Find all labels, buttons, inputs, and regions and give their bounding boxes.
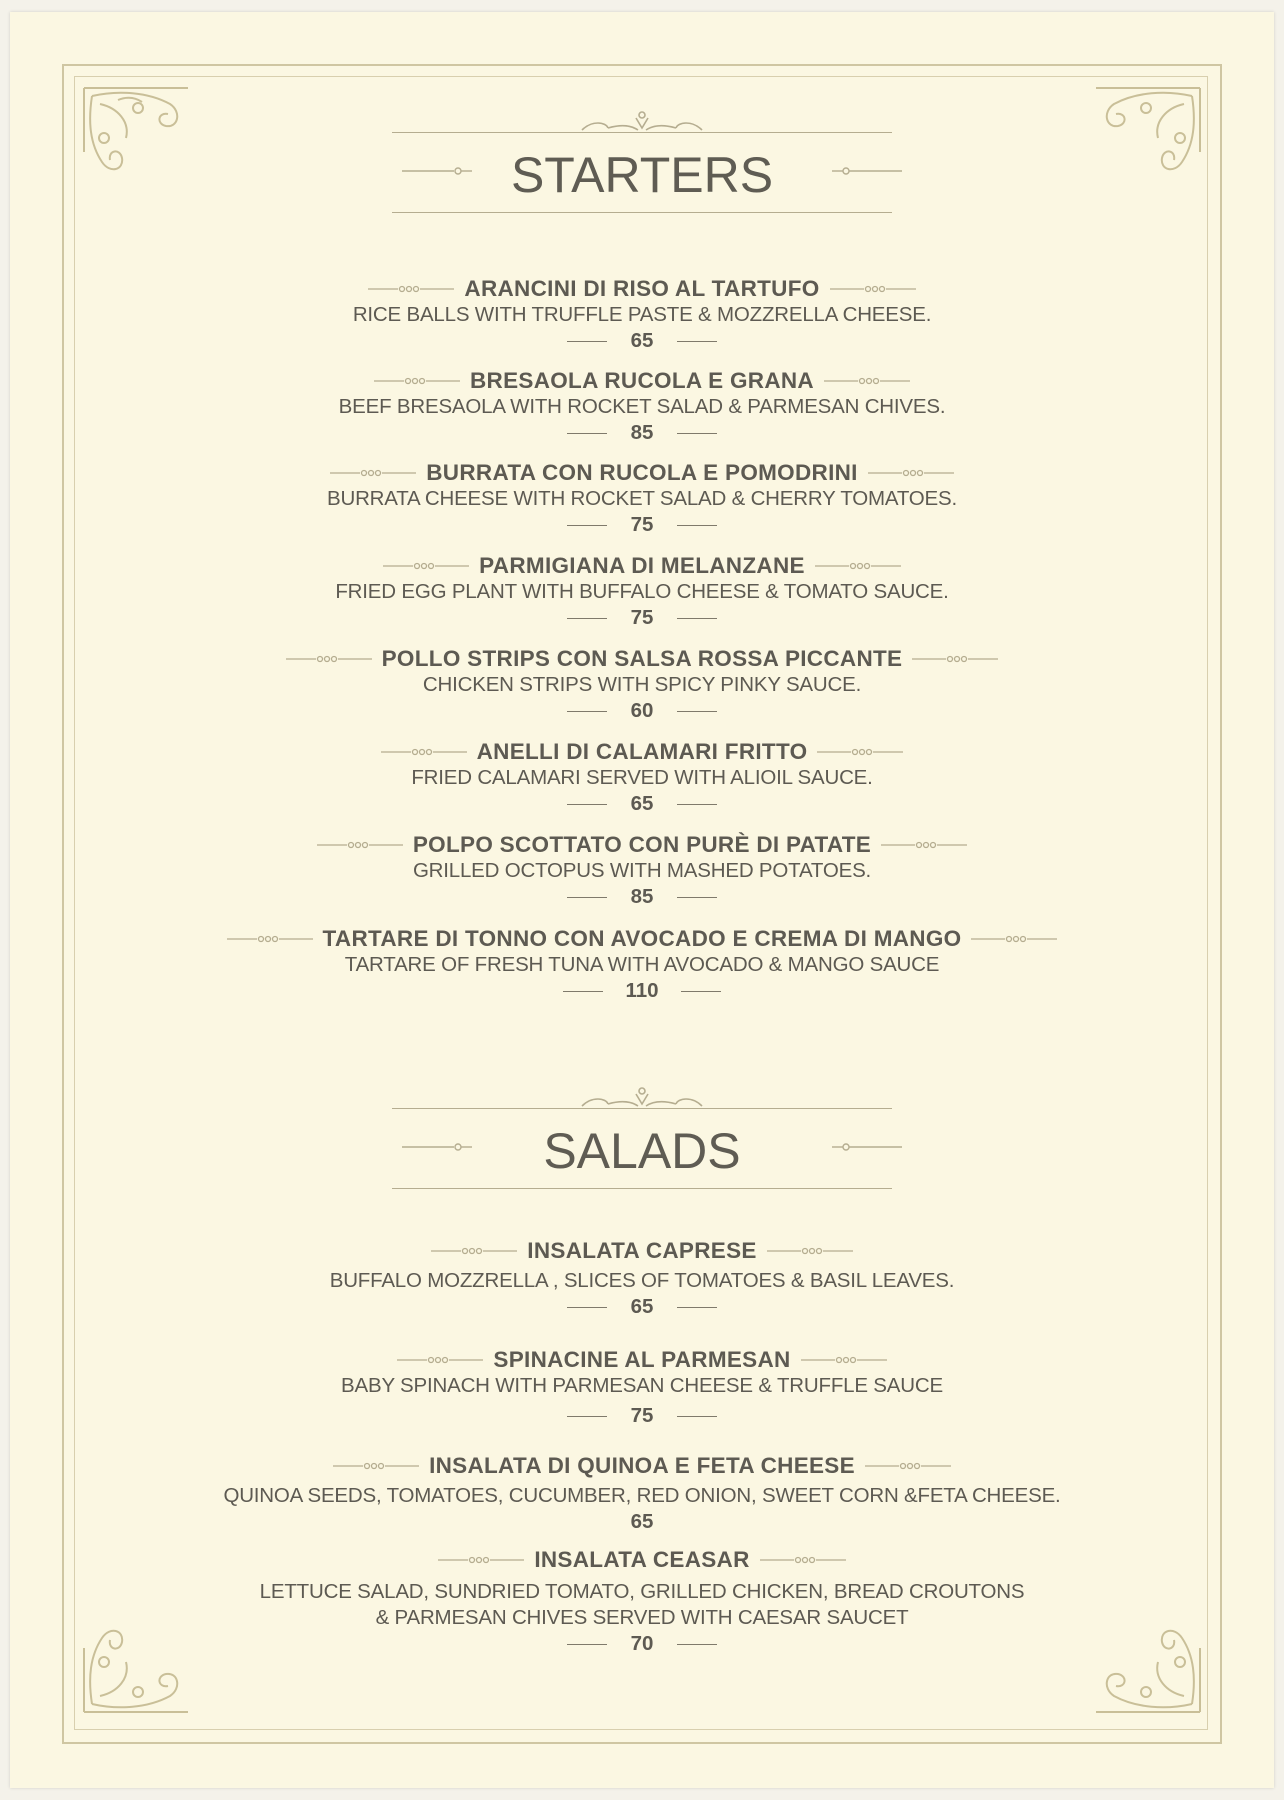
ornament-left-icon bbox=[227, 934, 313, 944]
menu-item bbox=[10, 1238, 1274, 1320]
item-price: 110 bbox=[625, 979, 659, 1002]
header-rule-bottom bbox=[392, 1188, 892, 1189]
ornament-left-icon bbox=[368, 284, 454, 294]
ornament-right-icon bbox=[912, 654, 998, 664]
item-name: SPINACINE AL PARMESAN bbox=[493, 1347, 791, 1372]
item-description: LETTUCE SALAD, SUNDRIED TOMATO, GRILLED CHICKEN, BREAD CROUTONS bbox=[259, 1580, 1025, 1603]
item-description: BUFFALO MOZZRELLA , SLICES OF TOMATOES & BASIL LEAVES. bbox=[329, 1269, 955, 1292]
item-name: ARANCINI DI RISO AL TARTUFO bbox=[464, 276, 820, 301]
item-name: BURRATA CON RUCOLA E POMODRINI bbox=[426, 460, 858, 485]
menu-item bbox=[10, 276, 1274, 354]
ornament-left-icon bbox=[330, 468, 416, 478]
ornament-right-icon bbox=[824, 376, 910, 386]
ornament-left-icon bbox=[374, 376, 460, 386]
section-title: STARTERS bbox=[510, 147, 774, 203]
item-name: INSALATA DI QUINOA E FETA CHEESE bbox=[429, 1453, 855, 1478]
ornament-right-icon bbox=[971, 934, 1057, 944]
item-name: POLPO SCOTTATO CON PURÈ DI PATATE bbox=[412, 832, 872, 857]
ornament-right-icon bbox=[868, 468, 954, 478]
item-description: RICE BALLS WITH TRUFFLE PASTE & MOZZRELLA CHEESE. bbox=[352, 303, 932, 326]
item-price: 75 bbox=[630, 1404, 654, 1427]
item-price: 65 bbox=[630, 1510, 654, 1533]
ornament-right-icon bbox=[760, 1555, 846, 1565]
item-description: QUINOA SEEDS, TOMATOES, CUCUMBER, RED ONION, SWEET CORN &FETA CHEESE. bbox=[223, 1484, 1061, 1507]
ornament-right-icon bbox=[801, 1355, 887, 1365]
item-description: GRILLED OCTOPUS WITH MASHED POTATOES. bbox=[412, 859, 872, 882]
item-price: 65 bbox=[630, 329, 654, 352]
starters-header bbox=[10, 110, 1274, 220]
item-description: BURRATA CHEESE WITH ROCKET SALAD & CHERRY TOMATOES. bbox=[327, 487, 957, 510]
menu-page bbox=[10, 12, 1274, 1788]
item-description: & PARMESAN CHIVES SERVED WITH CAESAR SAUCET bbox=[375, 1606, 909, 1629]
menu-item bbox=[10, 460, 1274, 538]
ornament-left-icon bbox=[317, 840, 403, 850]
menu-item bbox=[10, 646, 1274, 724]
ornament-left-icon bbox=[438, 1555, 524, 1565]
item-description: FRIED EGG PLANT WITH BUFFALO CHEESE & TOMATO SAUCE. bbox=[335, 580, 949, 603]
menu-item bbox=[10, 553, 1274, 631]
section-title: SALADS bbox=[543, 1123, 741, 1179]
item-price: 65 bbox=[630, 1295, 654, 1318]
item-name: PARMIGIANA DI MELANZANE bbox=[479, 553, 805, 578]
ornament-right-icon bbox=[881, 840, 967, 850]
menu-item bbox=[10, 739, 1274, 817]
ornament-right-icon bbox=[830, 284, 916, 294]
header-rule-top bbox=[392, 132, 892, 133]
item-name: INSALATA CAPRESE bbox=[527, 1238, 757, 1263]
item-name: POLLO STRIPS CON SALSA ROSSA PICCANTE bbox=[381, 646, 903, 671]
header-rule-bottom bbox=[392, 212, 892, 213]
ornament-left-icon bbox=[431, 1246, 517, 1256]
item-price: 65 bbox=[630, 792, 654, 815]
item-description: FRIED CALAMARI SERVED WITH ALIOIL SAUCE. bbox=[411, 766, 873, 789]
ornament-right-icon bbox=[767, 1246, 853, 1256]
item-name: BRESAOLA RUCOLA E GRANA bbox=[470, 368, 814, 393]
item-price: 75 bbox=[630, 513, 654, 536]
menu-item bbox=[10, 926, 1274, 1004]
ornament-left-icon bbox=[333, 1461, 419, 1471]
menu-item bbox=[10, 368, 1274, 446]
menu-item bbox=[10, 1547, 1274, 1657]
menu-item bbox=[10, 1347, 1274, 1429]
header-side-ornament-icon bbox=[832, 1142, 902, 1152]
ornament-right-icon bbox=[817, 747, 903, 757]
item-name: TARTARE DI TONNO CON AVOCADO E CREMA DI MANGO bbox=[322, 926, 962, 951]
item-price: 60 bbox=[630, 699, 654, 722]
item-price: 85 bbox=[630, 421, 654, 444]
header-flourish-icon bbox=[392, 110, 892, 134]
header-flourish-icon bbox=[392, 1086, 892, 1110]
ornament-right-icon bbox=[865, 1461, 951, 1471]
menu-item bbox=[10, 1453, 1274, 1535]
menu-item bbox=[10, 832, 1274, 910]
ornament-right-icon bbox=[815, 561, 901, 571]
ornament-left-icon bbox=[383, 561, 469, 571]
item-price: 70 bbox=[630, 1632, 654, 1655]
item-description: BEEF BRESAOLA WITH ROCKET SALAD & PARMESAN CHIVES. bbox=[338, 395, 946, 418]
header-side-ornament-icon bbox=[832, 166, 902, 176]
salads-header bbox=[10, 1086, 1274, 1196]
ornament-left-icon bbox=[381, 747, 467, 757]
item-price: 75 bbox=[630, 606, 654, 629]
ornament-left-icon bbox=[397, 1355, 483, 1365]
item-name: INSALATA CEASAR bbox=[534, 1547, 750, 1572]
item-price: 85 bbox=[630, 885, 654, 908]
item-name: ANELLI DI CALAMARI FRITTO bbox=[476, 739, 808, 764]
item-description: CHICKEN STRIPS WITH SPICY PINKY SAUCE. bbox=[422, 673, 862, 696]
item-description: TARTARE OF FRESH TUNA WITH AVOCADO & MANGO SAUCE bbox=[344, 953, 940, 976]
header-rule-top bbox=[392, 1108, 892, 1109]
ornament-left-icon bbox=[286, 654, 372, 664]
item-description: BABY SPINACH WITH PARMESAN CHEESE & TRUFFLE SAUCE bbox=[341, 1374, 943, 1397]
